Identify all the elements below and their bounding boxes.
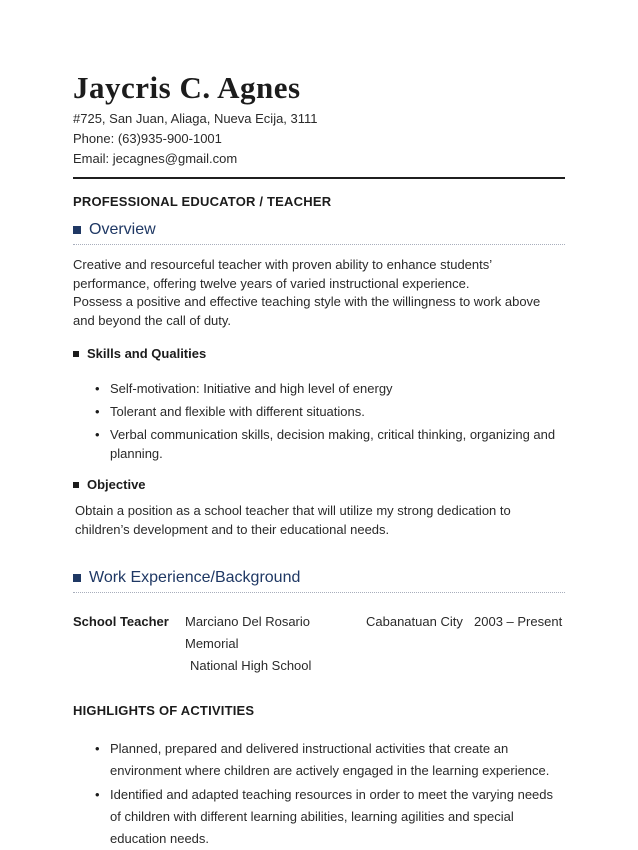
square-bullet-icon — [73, 351, 79, 357]
list-item — [95, 379, 565, 398]
contact-block — [73, 109, 565, 169]
job-employer-line2: National High School — [190, 658, 312, 673]
job-title: School Teacher — [73, 614, 169, 629]
dot-bullet-icon: • — [95, 404, 100, 419]
objective-heading-label: Objective — [87, 477, 146, 492]
email-line: Email: jecagnes@gmail.com — [73, 151, 238, 166]
overview-paragraph: Creative and resourceful teacher with proven ability to enhance students’ performance, offering twelve years of varied instructional experience. — [73, 257, 492, 291]
objective-text: Obtain a position as a school teacher that will utilize my strong dedication to children’s development and to their educational needs. — [75, 503, 511, 537]
dot-bullet-icon: • — [95, 427, 100, 442]
phone-line: Phone: (63)935-900-1001 — [73, 131, 222, 146]
header-divider — [73, 177, 565, 179]
skills-heading-label: Skills and Qualities — [87, 346, 207, 361]
list-item — [95, 738, 565, 782]
job-employer-line1: Marciano Del Rosario Memorial — [185, 614, 310, 651]
job-location: Cabanatuan City — [366, 614, 463, 629]
person-name: Jaycris C. Agnes — [73, 70, 301, 105]
list-item — [95, 402, 565, 421]
section-overview — [73, 221, 565, 330]
highlights-heading: HIGHLIGHTS OF ACTIVITIES — [73, 703, 255, 718]
profession-title: PROFESSIONAL EDUCATOR / TEACHER — [73, 194, 332, 209]
overview-heading-label: Overview — [89, 221, 156, 238]
work-experience-heading — [73, 569, 565, 593]
overview-paragraph: Possess a positive and effective teaching style with the willingness to work above and beyond the call of duty. — [73, 294, 541, 328]
overview-heading — [73, 221, 565, 245]
section-work-experience — [73, 569, 565, 850]
skills-list — [73, 379, 565, 463]
section-objective — [73, 477, 565, 539]
job-row — [73, 611, 565, 677]
list-item — [95, 425, 565, 463]
square-bullet-icon — [73, 574, 81, 582]
work-experience-heading-label: Work Experience/Background — [89, 569, 301, 586]
job-period: 2003 – Present — [474, 614, 563, 629]
skill-text: Verbal communication skills, decision making, critical thinking, organizing and planning. — [110, 427, 556, 461]
dot-bullet-icon: • — [95, 381, 100, 396]
resume-header — [73, 70, 565, 179]
square-bullet-icon — [73, 226, 81, 234]
address-line: #725, San Juan, Aliaga, Nueva Ecija, 3111 — [73, 111, 318, 126]
dot-bullet-icon: • — [95, 787, 100, 802]
skills-heading — [73, 346, 565, 361]
square-bullet-icon — [73, 482, 79, 488]
skill-text: Self-motivation: Initiative and high level of energy — [110, 381, 393, 396]
objective-heading — [73, 477, 565, 492]
dot-bullet-icon: • — [95, 741, 100, 756]
highlight-text: Planned, prepared and delivered instructional activities that create an environment where children are actively engaged in the learning experience. — [110, 741, 550, 778]
list-item — [95, 784, 565, 850]
job-employer — [185, 611, 366, 677]
highlight-text: Identified and adapted teaching resources in order to meet the varying needs of children with different learning abilities, learning agilities and special education needs. — [110, 787, 554, 846]
skill-text: Tolerant and flexible with different situations. — [110, 404, 365, 419]
highlights-list — [73, 738, 565, 850]
overview-paragraphs — [73, 256, 565, 330]
section-skills — [73, 346, 565, 463]
